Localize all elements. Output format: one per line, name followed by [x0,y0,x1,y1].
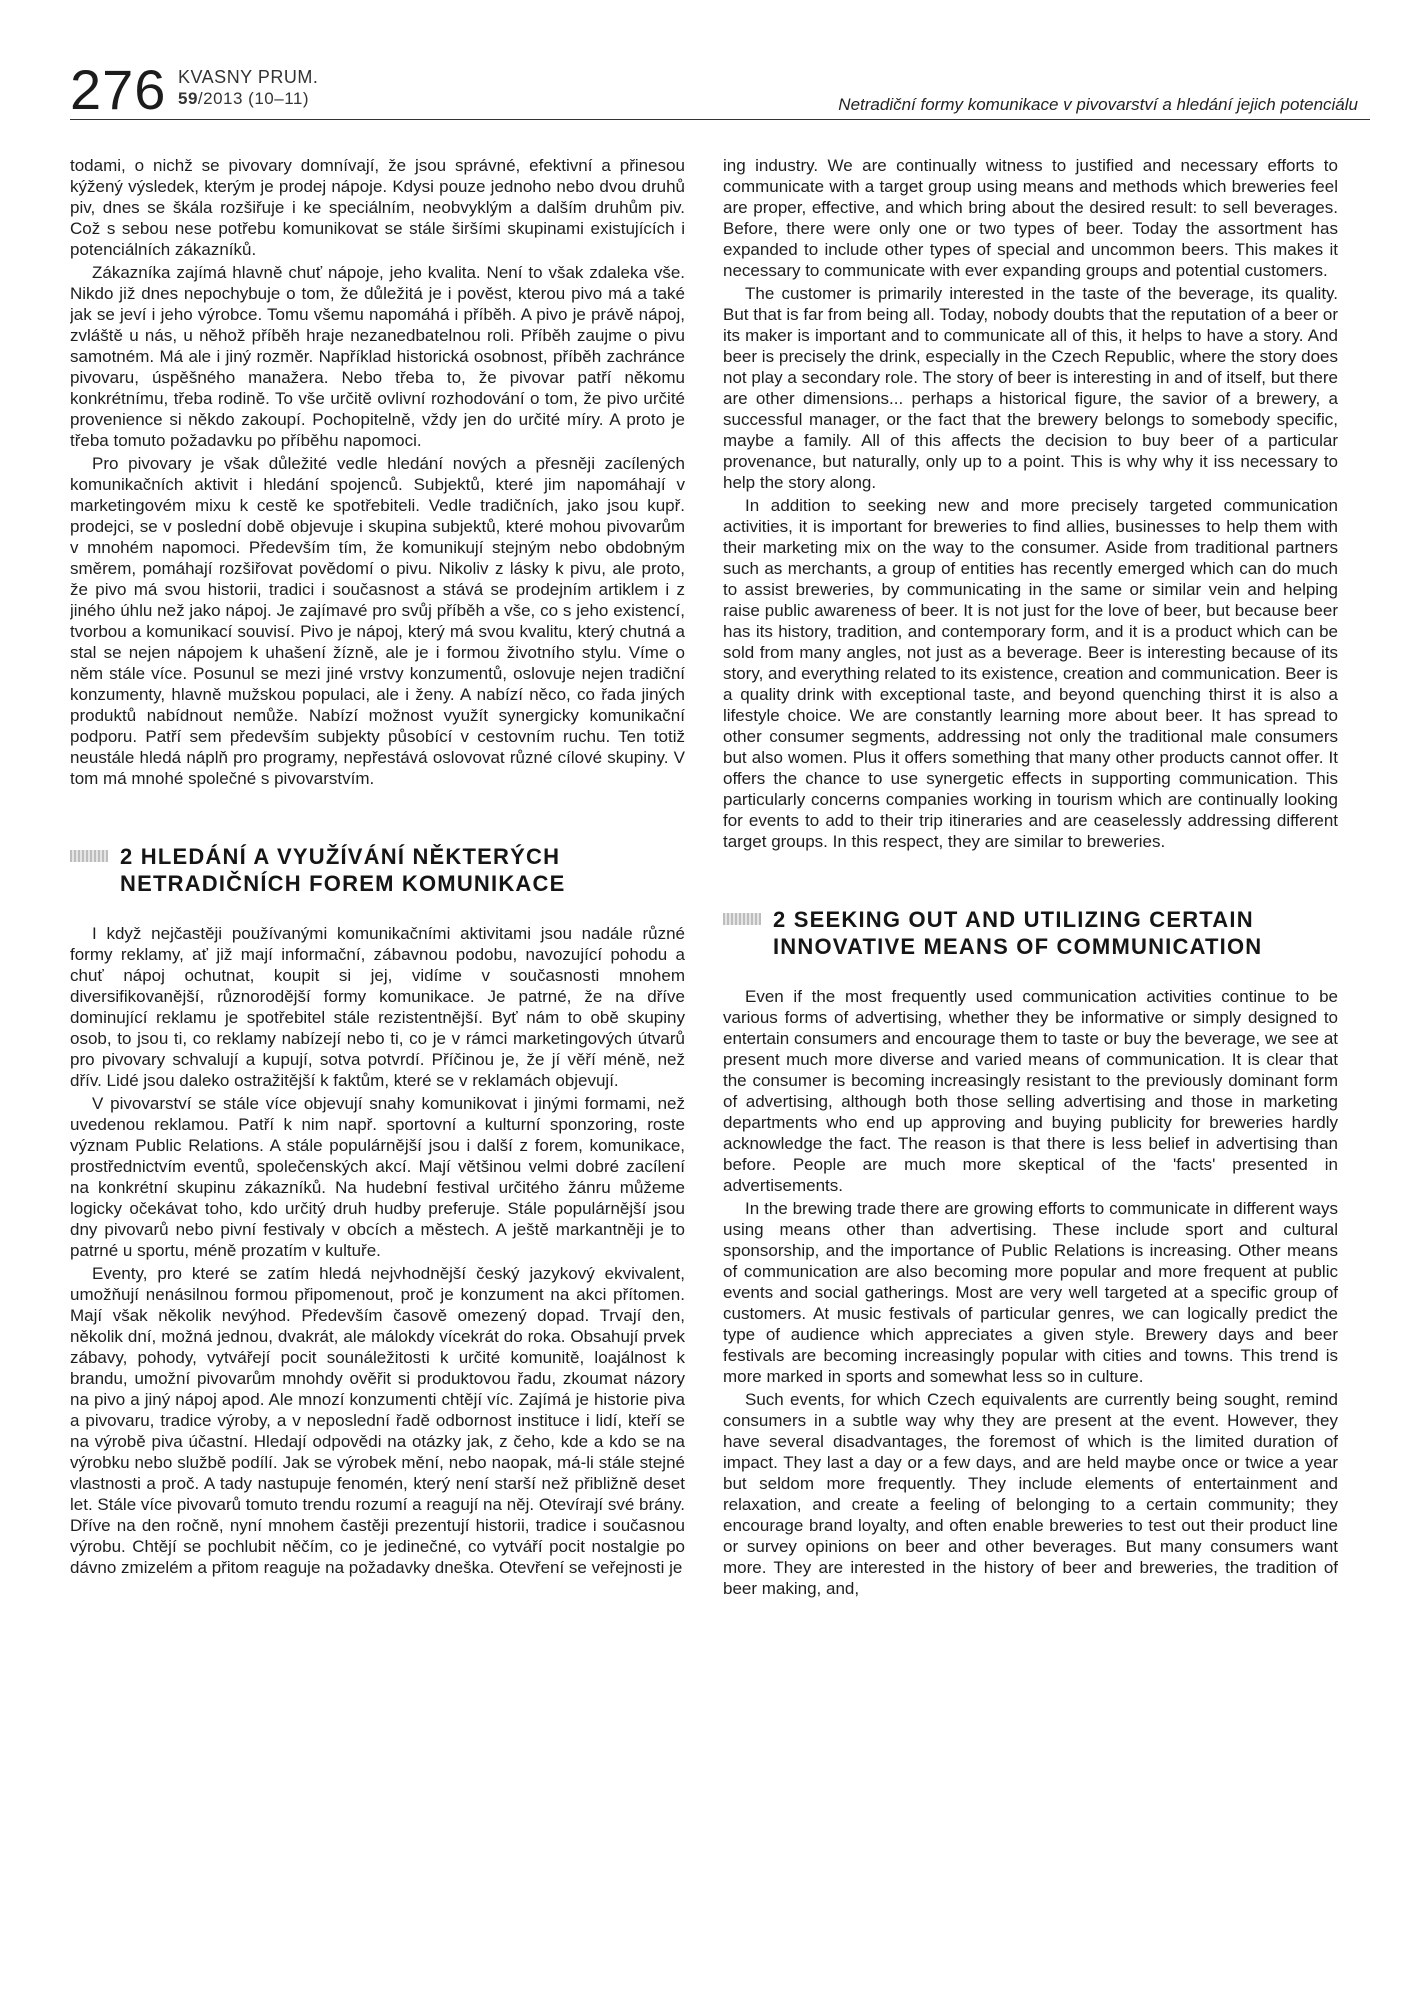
heading-marker [70,850,108,862]
heading-marker [723,913,761,925]
body-paragraph: Pro pivovary je však důležité vedle hledání nových a přesněji zacílených komunikačních aktivit i hledání spojenců. Subjektů, které jim napomáhají v marketingovém mixu k cestě ke spotřebiteli. Vedle tradičních, jako jsou kupř. prodejci, se v poslední době objevuje i skupina subjektů, které mohou pivovarům v mnohém napomoci. Především tím, že komunikují stejným nebo obdobným směrem, pomáhají rozšiřovat povědomí o pivu. Nikoliv z lásky k pivu, ale proto, že pivo má svou historii, tradici i současnost a stává se prodejním artiklem i z jiného úhlu než jako nápoj. Je zajímavé pro svůj příběh a vše, co s jeho existencí, tvorbou a komunikací souvisí. Pivo je nápoj, který má svou kvalitu, který chutná a stal se nejen nápojem k uhašení žízně, ale je i formou životního stylu. Víme o něm stále více. Posunul se mezi jiné vrstvy konzumentů, oslovuje nejen tradiční konzumenty, hlavně mužskou populaci, ale i ženy. A nabízí něco, co řada jiných produktů nabídnout nemůže. Nabízí možnost využít synergicky komunikační podporu. Patří sem především subjekty působící v cestovním ruchu. Ten totiž neustále hledá náplň pro programy, nepřestává oslovovat různé cílové skupiny. V tom má mnohé společné s pivovarstvím. [70,454,685,788]
section-heading [70,843,685,897]
header-rule [70,119,1370,120]
journal-volume: 59 [178,89,198,108]
body-paragraph: In the brewing trade there are growing efforts to communicate in different ways using means other than advertising. These include sport and cultural sponsorship, and the importance of Public Relations is increasing. Other means of communication are also becoming more popular and more frequent at public events and social gatherings. Most are very well targeted at a specific group of customers. At music festivals of particular genres, we can logically predict the type of audience which appreciates a given style. Brewery days and beer festivals are becoming increasingly popular with cities and towns. This trend is more marked in sports and somewhat less so in culture. [723,1199,1338,1386]
body-paragraph: todami, o nichž se pivovary domnívají, že jsou správné, efektivní a přinesou kýžený výsledek, kterým je prodej nápoje. Kdysi pouze jednoho nebo dvou druhů piv, dnes se škála rozšiřuje i ke speciálním, neobvyklým a dalším druhům piv. Což s sebou nese potřebu komunikovat se stále širšími skupinami existujících i potenciálních zákazníků. [70,156,685,259]
body-paragraph: Zákazníka zajímá hlavně chuť nápoje, jeho kvalita. Není to však zdaleka vše. Nikdo již dnes nepochybuje o tom, že důležitá je i pověst, kterou pivo má a také jak se jeví i jeho výrobce. Tomu všemu napomáhá i příběh. A pivo je právě nápoj, zvláště u nás, u něhož příběh hraje nezanedbatelnou roli. Příběh zaujme o pivu samotném. Má ale i jiný rozměr. Například historická osobnost, příběh zachránce pivovaru, úspěšného manažera. Nebo třeba to, že pivovar patří někomu konkrétnímu, třeba rodině. To vše určitě ovlivní rozhodování o tom, že pivo určité provenience si někdo zakoupí. Pochopitelně, vždy jen do určité míry. A proto je třeba tomuto požadavku po příběhu napomoci. [70,263,685,450]
section-heading-text: 2 SEEKING OUT AND UTILIZING CERTAIN INNOVATIVE MEANS OF COMMUNICATION [773,907,1263,959]
journal-issue-date: /2013 (10–11) [197,89,310,108]
journal-citation [178,66,318,110]
page-header [70,58,1370,122]
section-heading [723,906,1338,960]
journal-issue [178,88,318,110]
page-number: 276 [70,58,167,121]
left-column-czech [70,155,685,1975]
body-paragraph: The customer is primarily interested in the taste of the beverage, its quality. But that is far from being all. Today, nobody doubts that the reputation of a beer or its maker is important and to communicate all of this, it helps to have a story. And beer is precisely the drink, especially in the Czech Republic, where the story does not play a secondary role. The story of beer is interesting in and of itself, but there are other dimensions... perhaps a historical figure, the savior of a brewery, a successful manager, or the fact that the brewery belongs to somebody specific, maybe a family. All of this affects the decision to buy beer of a particular provenance, but naturally, only up to a point. This is why why it iss necessary to help the story along. [723,284,1338,492]
body-paragraph: V pivovarství se stále více objevují snahy komunikovat i jinými formami, než uvedenou reklamou. Patří k nim např. sportovní a kulturní sponzoring, roste význam Public Relations. A stále populárnější jsou i další z forem, komunikace, prostřednictvím eventů, společenských akcí. Mají většinou velmi dobré zacílení na konkrétní skupinu zákazníků. Na hudební festival určitého žánru můžeme logicky očekávat toho, kdo určitý druh hudby preferuje. Stále populárnější jsou dny pivovarů nebo pivní festivaly v obcích a městech. A ještě markantněji je to patrné u sportu, méně prozatím v kultuře. [70,1094,685,1260]
body-paragraph: In addition to seeking new and more precisely targeted communication activities, it is important for breweries to find allies, businesses to help them with their marketing mix on the way to the consumer. Aside from traditional partners such as merchants, a group of entities has recently emerged which can do much to assist breweries, by communicating in the same or similar vein and helping raise public awareness of beer. It is not just for the love of beer, but because beer has its history, tradition, and contemporary form, and it is a product which can be sold from many angles, not just as a beverage. Beer is interesting because of its story, and everything related to its existence, creation and communication. Beer is a quality drink with exceptional taste, and beyond quenching thirst it is also a lifestyle choice. We are constantly learning more about beer. It has spread to other consumer segments, addressing not only the traditional male consumers but also women. Plus it offers something that many other products cannot offer. It offers the chance to use synergetic effects in supporting communication. This particularly concerns companies working in tourism which are continually looking for events to add to their trip itineraries and are ceaselessly addressing different target groups. In this respect, they are similar to breweries. [723,496,1338,851]
body-paragraph: Such events, for which Czech equivalents are currently being sought, remind consumers in a subtle way why they are present at the event. However, they have several disadvantages, the foremost of which is the limited duration of impact. They last a day or a few days, and are held maybe once or twice a year but seldom more frequently. They include elements of entertainment and relaxation, and create a feeling of belonging to a certain community; they encourage brand loyalty, and often enable breweries to test out their product line or survey opinions on beer and other beverages. But many consumers want more. They are interested in the history of beer and breweries, the tradition of beer making, and, [723,1390,1338,1598]
section-heading-text: 2 HLEDÁNÍ A VYUŽÍVÁNÍ NĚKTERÝCH NETRADIČNÍCH FOREM KOMUNIKACE [120,844,566,896]
body-paragraph: Even if the most frequently used communication activities continue to be various forms of advertising, whether they be informative or simply designed to entertain consumers and encourage them to taste or buy the beverage, we see at present much more diverse and varied means of communication. It is clear that the consumer is becoming increasingly resistant to the previously dominant form of advertising, although both those selling advertising and those in marketing departments who end up approving and buying publicity for breweries hardly acknowledge the fact. The reason is that there is less belief in advertising than before. People are much more skeptical of the 'facts' presented in advertisements. [723,987,1338,1195]
running-title: Netradiční formy komunikace v pivovarství a hledání jejich potenciálu [838,95,1358,114]
right-column-english [723,155,1338,1975]
body-paragraph: I když nejčastěji používanými komunikačními aktivitami jsou nadále různé formy reklamy, ať již mají informační, zábavnou podobu, navozující pohodu a chuť nápoj ochutnat, koupit si jej, vidíme v současnosti mnohem diversifikovanější, různorodější formy komunikace. Je patrné, že na dříve dominující reklamu je spotřebitel stále rezistentnější. Byť nám to obě skupiny osob, to jsou ti, co reklamy nabízejí nebo ti, co je v rámci marketingových útvarů pro pivovary schvalují a kupují, sotva potvrdí. Příčinou je, že jí věří méně, než dřív. Lidé jsou daleko ostražitější k faktům, které se v reklamách objevují. [70,924,685,1090]
body-paragraph: Eventy, pro které se zatím hledá nejvhodnější český jazykový ekvivalent, umožňují nenásilnou formou připomenout, proč je konzument na akci přítomen. Mají však několik nevýhod. Především časově omezený dopad. Trvají den, několik dní, možná jednou, dvakrát, ale málokdy vícekrát do roka. Obsahují prvek zábavy, pohody, vytvářejí pocit sounáležitosti k určité komunitě, loajálnost k brandu, umožní pivovarům mnohdy ověřit si produktovou řadu, zkoumat názory na pivo a jiný nápoj apod. Ale mnozí konzumenti chtějí víc. Zajímá je historie piva a pivovaru, tradice výroby, a v neposlední řadě odbornost instituce i lidí, kteří se na výrobě piva účastní. Hledají odpovědi na otázky jak, z čeho, kde a kdo se na výrobku nebo službě podílí. Jak se výrobek mění, nebo naopak, má-li stále stejné vlastnosti a proč. A tady nastupuje fenomén, který není starší než přibližně deset let. Stále více pivovarů tomuto trendu rozumí a reagují na něj. Otevírají své brány. Dříve na den ročně, nyní mnohem častěji prezentují historii, tradice i současnou výrobu. Chtějí se pochlubit něčím, co je jedinečné, co vytváří pocit nostalgie po dávno zmizelém a přitom reaguje na požadavky dneška. Otevření se veřejnosti je [70,1264,685,1577]
body-paragraph: ing industry. We are continually witness to justified and necessary efforts to communicate with a target group using means and methods which breweries feel are proper, effective, and which bring about the desired result: to sell beverages. Before, there were only one or two types of beer. Today the assortment has expanded to include other types of special and uncommon beers. This makes it necessary to communicate with ever expanding groups and potential customers. [723,156,1338,280]
journal-name: KVASNY PRUM. [178,67,319,87]
